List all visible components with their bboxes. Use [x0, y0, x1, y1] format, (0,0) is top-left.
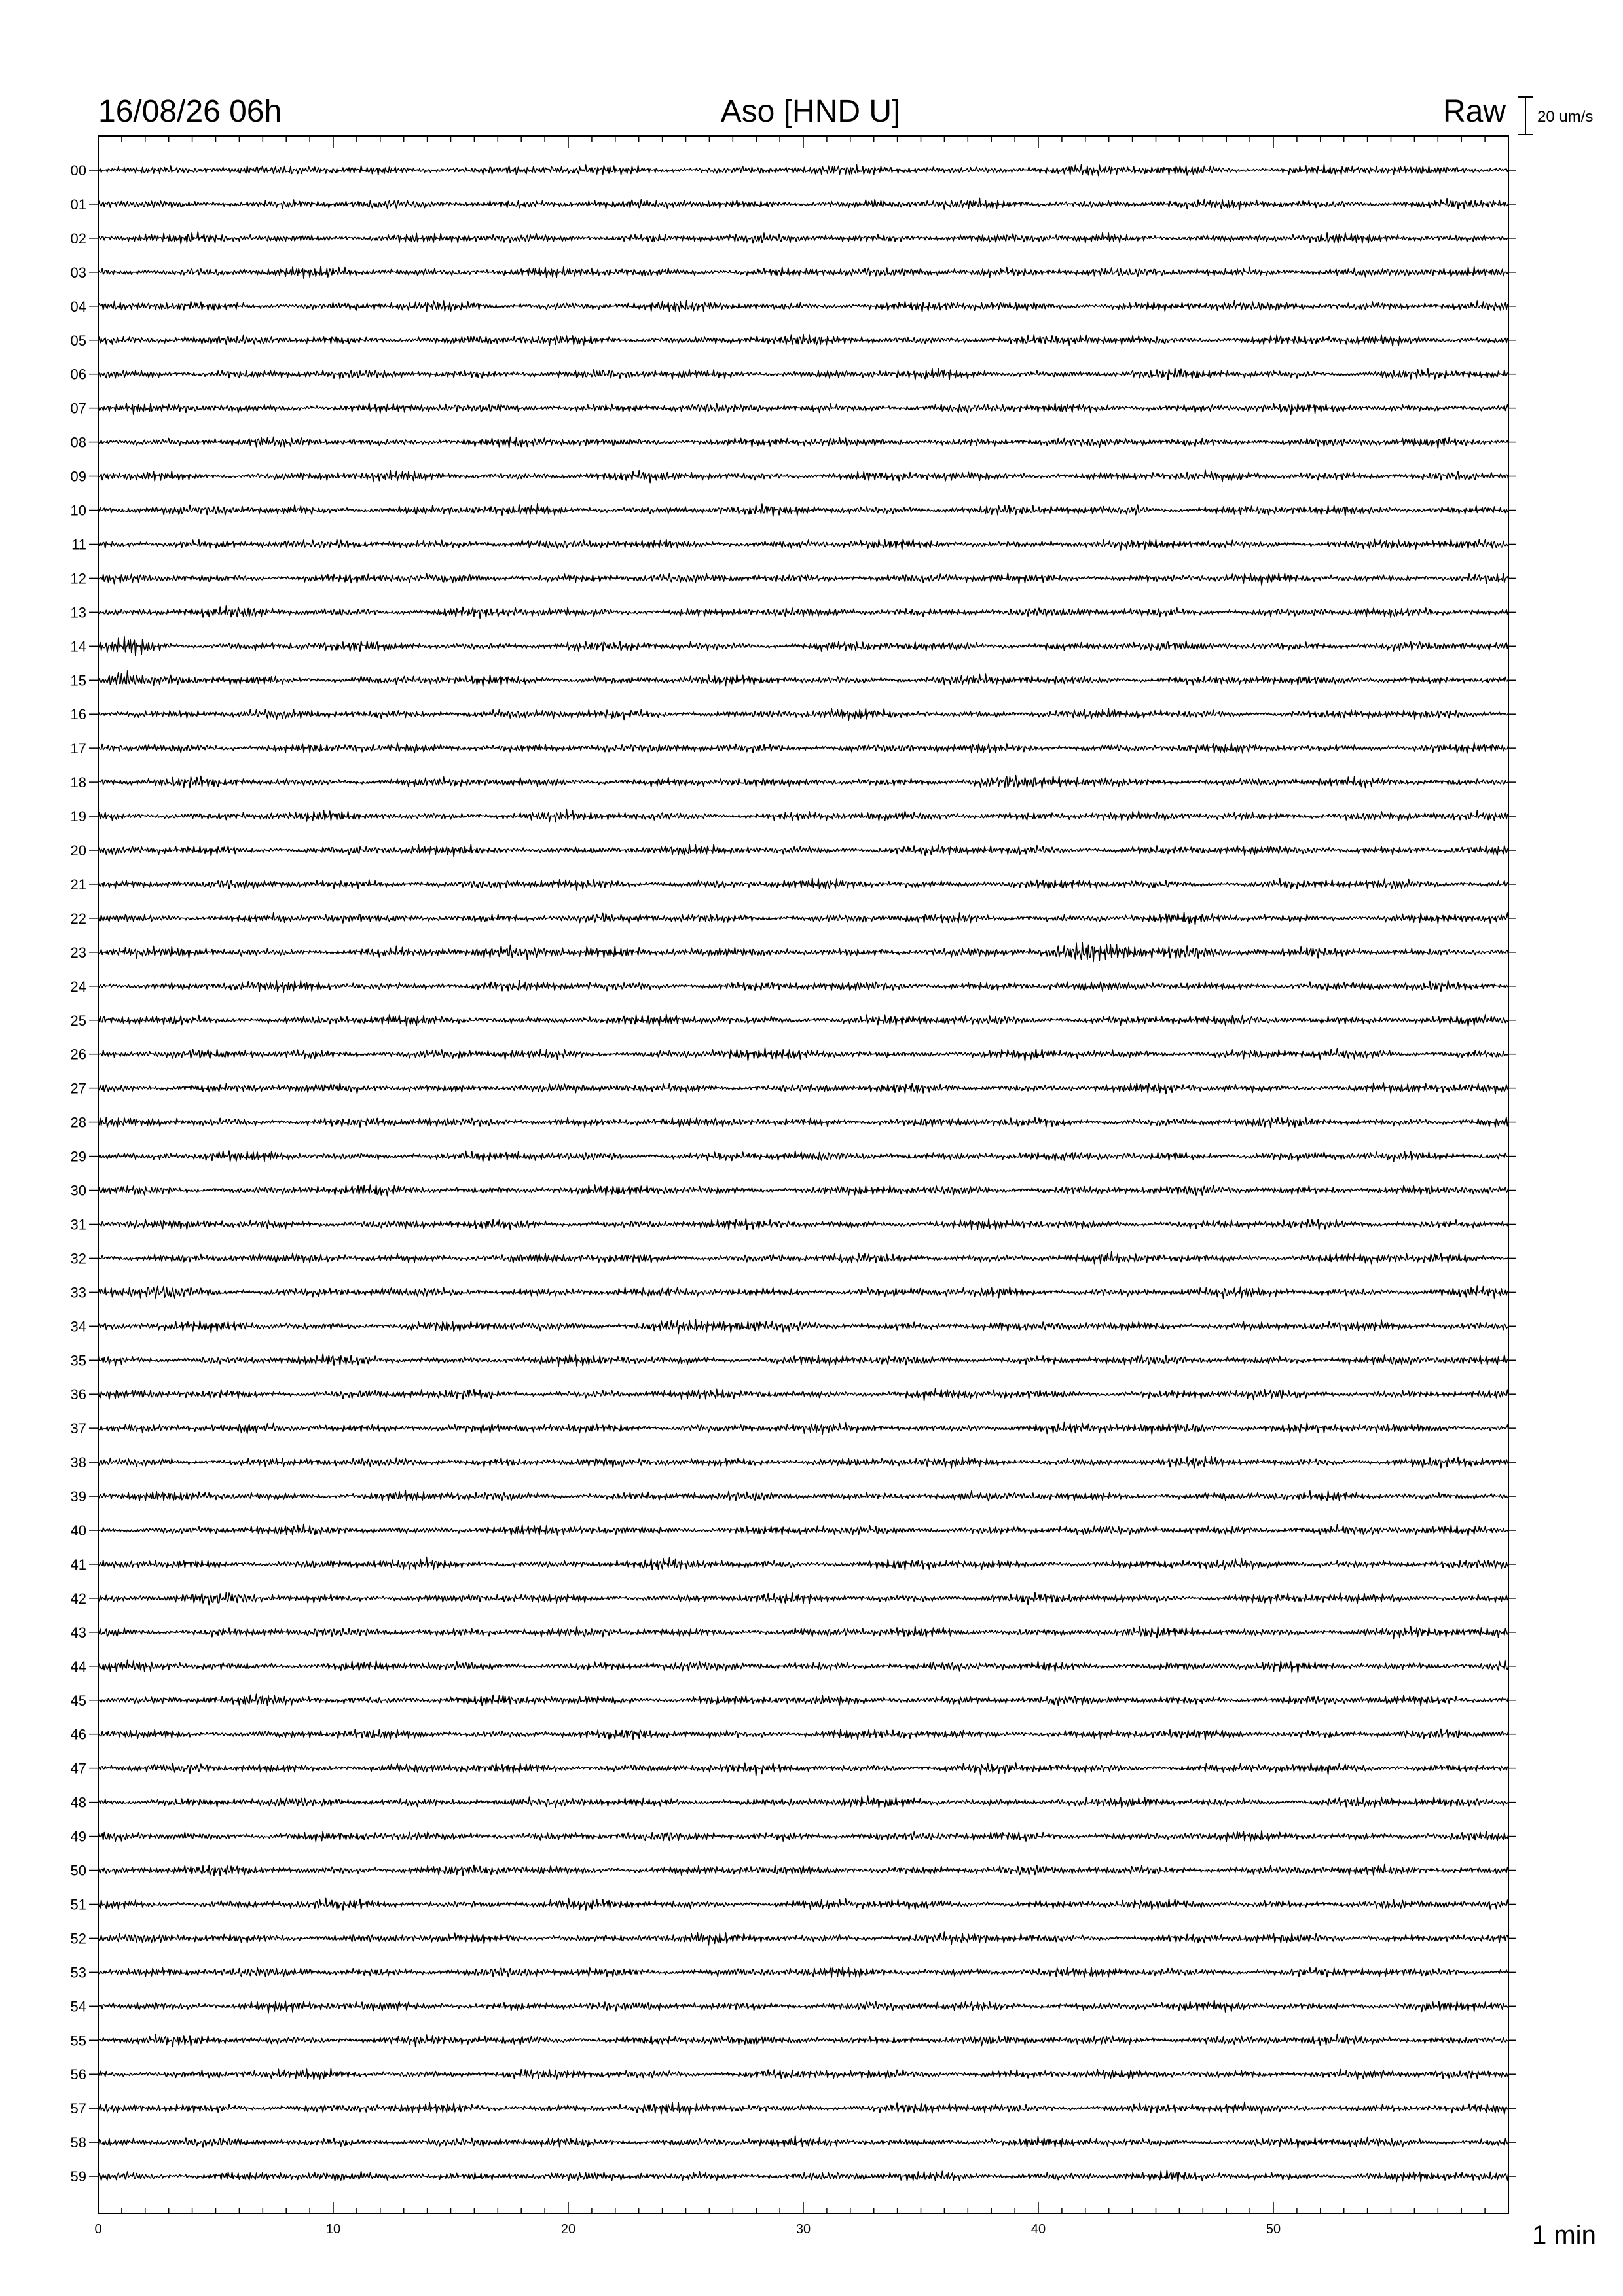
trace-row	[71, 2168, 1516, 2185]
trace-row	[71, 1183, 1516, 1199]
trace-line	[98, 844, 1508, 857]
trace-row	[71, 604, 1516, 620]
row-label: 11	[71, 536, 86, 553]
trace-row	[71, 1352, 1516, 1369]
row-label: 12	[70, 570, 86, 587]
trace-line	[98, 1763, 1508, 1775]
trace-line	[98, 403, 1508, 414]
row-label: 54	[70, 1998, 86, 2015]
x-tick-label: 20	[560, 2222, 576, 2236]
row-label: 34	[70, 1318, 86, 1335]
row-label: 25	[70, 1012, 86, 1029]
trace-row	[71, 1386, 1516, 1403]
trace-line	[98, 165, 1508, 176]
row-label: 50	[70, 1862, 86, 1879]
row-label: 33	[70, 1284, 86, 1301]
trace-row	[71, 1727, 1516, 1743]
trace-line	[98, 1422, 1508, 1435]
trace-line	[98, 470, 1508, 483]
x-tick-label: 10	[325, 2222, 341, 2236]
row-label: 51	[70, 1896, 86, 1913]
trace-row	[71, 1863, 1516, 1879]
row-label: 44	[70, 1658, 86, 1675]
row-label: 49	[70, 1828, 86, 1845]
trace-row	[71, 1081, 1516, 1097]
trace-line	[98, 912, 1508, 925]
chart-title: Aso [HND U]	[720, 94, 901, 129]
trace-line	[98, 776, 1508, 789]
trace-row	[71, 671, 1516, 689]
trace-row	[71, 876, 1516, 893]
row-label: 41	[70, 1556, 86, 1573]
trace-line	[98, 606, 1508, 618]
x-tick-label: 0	[94, 2222, 102, 2236]
row-label: 03	[70, 264, 86, 281]
row-label: 22	[70, 910, 86, 927]
row-label: 10	[70, 502, 86, 519]
trace-row	[71, 196, 1516, 213]
row-label: 08	[70, 434, 86, 451]
trace-line	[98, 368, 1508, 380]
x-tick-label: 50	[1266, 2222, 1281, 2236]
trace-row	[71, 1013, 1516, 1029]
row-label: 46	[70, 1726, 86, 1743]
trace-line	[98, 539, 1508, 550]
trace-row	[71, 1659, 1516, 1675]
trace-line	[98, 1151, 1508, 1162]
trace-row	[71, 740, 1516, 757]
trace-line	[98, 573, 1508, 585]
trace-line	[98, 1319, 1508, 1333]
row-label: 23	[70, 944, 86, 961]
trace-row	[71, 1250, 1516, 1266]
trace-line	[98, 943, 1508, 962]
row-label: 19	[70, 808, 86, 825]
trace-row	[71, 230, 1516, 247]
trace-row	[71, 1896, 1516, 1912]
trace-line	[98, 1117, 1508, 1128]
row-label: 09	[70, 468, 86, 485]
row-label: 56	[70, 2066, 86, 2083]
trace-row	[71, 503, 1516, 519]
trace-line	[98, 708, 1508, 720]
row-label: 43	[70, 1624, 86, 1641]
row-label: 16	[70, 706, 86, 723]
trace-row	[71, 1624, 1516, 1641]
trace-row	[71, 706, 1516, 723]
row-label: 13	[70, 604, 86, 621]
trace-row	[71, 1115, 1516, 1131]
trace-row	[71, 2032, 1516, 2049]
trace-line	[98, 198, 1508, 209]
trace-row	[71, 1454, 1516, 1471]
row-label: 28	[70, 1114, 86, 1131]
trace-line	[98, 1967, 1508, 1978]
trace-line	[98, 2170, 1508, 2181]
trace-line	[98, 1592, 1508, 1605]
trace-line	[98, 980, 1508, 993]
row-label: 21	[70, 876, 86, 893]
row-label: 24	[70, 978, 86, 995]
trace-line	[98, 1865, 1508, 1876]
trace-line	[98, 1831, 1508, 1842]
trace-line	[98, 504, 1508, 516]
trace-line	[98, 334, 1508, 346]
trace-row	[71, 1998, 1516, 2015]
trace-row	[71, 1693, 1516, 1709]
trace-row	[71, 1488, 1516, 1505]
row-label: 59	[70, 2168, 86, 2185]
trace-row	[71, 1829, 1516, 1845]
trace-row	[71, 1795, 1516, 1811]
row-label: 53	[70, 1964, 86, 1981]
trace-line	[98, 1456, 1508, 1468]
trace-row	[71, 332, 1516, 349]
trace-line	[98, 1185, 1508, 1196]
row-label: 06	[70, 366, 86, 383]
trace-row	[71, 910, 1516, 927]
trace-row	[71, 401, 1516, 417]
x-tick-label: 40	[1030, 2222, 1046, 2236]
trace-line	[98, 1048, 1508, 1061]
trace-line	[98, 1491, 1508, 1501]
row-label: 20	[70, 842, 86, 859]
row-label: 31	[70, 1216, 86, 1233]
trace-line	[98, 1558, 1508, 1570]
row-label: 42	[70, 1590, 86, 1607]
row-label: 04	[70, 298, 86, 315]
trace-line	[98, 1014, 1508, 1026]
row-label: 52	[70, 1930, 86, 1947]
row-label: 40	[70, 1522, 86, 1539]
trace-line	[98, 1219, 1508, 1230]
row-label: 57	[70, 2100, 86, 2117]
trace-row	[71, 1761, 1516, 1777]
row-label: 32	[70, 1250, 86, 1267]
row-label: 30	[70, 1182, 86, 1199]
row-label: 26	[70, 1046, 86, 1063]
chart-mode: Raw	[1442, 94, 1506, 129]
trace-row	[71, 1930, 1516, 1946]
chart-datetime: 16/08/26 06h	[98, 94, 282, 129]
trace-line	[98, 671, 1508, 686]
trace-row	[71, 808, 1516, 825]
amplitude-scale-bar	[1518, 97, 1533, 135]
trace-row	[71, 1590, 1516, 1607]
row-label: 35	[70, 1352, 86, 1369]
trace-row	[71, 435, 1516, 451]
row-label: 38	[70, 1454, 86, 1471]
trace-line	[98, 1898, 1508, 1910]
trace-line	[98, 1729, 1508, 1739]
trace-line	[98, 1796, 1508, 1808]
trace-line	[98, 2102, 1508, 2115]
trace-row	[71, 943, 1516, 962]
trace-line	[98, 743, 1508, 753]
trace-row	[71, 978, 1516, 995]
trace-row	[71, 264, 1516, 281]
row-label: 47	[70, 1760, 86, 1777]
trace-line	[98, 1389, 1508, 1401]
row-label: 00	[70, 162, 86, 179]
trace-line	[98, 2034, 1508, 2047]
row-label: 37	[70, 1420, 86, 1437]
row-label: 17	[70, 740, 86, 757]
trace-line	[98, 2068, 1508, 2079]
trace-row	[71, 842, 1516, 859]
trace-row	[71, 1556, 1516, 1573]
trace-row	[71, 1284, 1516, 1300]
trace-line	[98, 1354, 1508, 1366]
trace-line	[98, 232, 1508, 244]
trace-line	[98, 2136, 1508, 2148]
row-label: 45	[70, 1692, 86, 1709]
trace-line	[98, 878, 1508, 891]
trace-line	[98, 437, 1508, 448]
trace-row	[71, 1964, 1516, 1981]
row-label: 07	[70, 400, 86, 417]
trace-line	[98, 1083, 1508, 1094]
trace-line	[98, 2000, 1508, 2013]
trace-line	[98, 1626, 1508, 1639]
x-tick-label: 30	[795, 2222, 811, 2236]
amplitude-scale-label: 20 um/s	[1537, 108, 1594, 126]
row-label: 18	[70, 774, 86, 791]
trace-row	[71, 1420, 1516, 1437]
trace-line	[98, 1286, 1508, 1299]
row-label: 36	[70, 1386, 86, 1403]
trace-line	[98, 637, 1508, 656]
row-label: 39	[70, 1488, 86, 1505]
row-label: 01	[70, 196, 86, 213]
row-label: 15	[70, 672, 86, 689]
row-label: 58	[70, 2134, 86, 2151]
row-label: 48	[70, 1794, 86, 1811]
row-label: 27	[70, 1080, 86, 1097]
trace-row	[71, 570, 1516, 586]
x-tick-labels	[94, 2222, 1281, 2236]
trace-row	[71, 2100, 1516, 2117]
trace-row	[71, 1047, 1516, 1063]
row-label: 14	[70, 638, 86, 655]
row-label: 02	[70, 230, 86, 247]
trace-row	[71, 536, 1516, 552]
trace-row	[71, 1318, 1516, 1335]
trace-row	[71, 162, 1516, 179]
trace-row	[71, 2066, 1516, 2083]
row-label: 55	[70, 2032, 86, 2049]
trace-row	[71, 774, 1516, 791]
trace-line	[98, 1932, 1508, 1945]
trace-row	[71, 2134, 1516, 2151]
trace-row	[71, 1216, 1516, 1232]
trace-line	[98, 1660, 1508, 1672]
trace-row	[71, 367, 1516, 383]
trace-row	[71, 1522, 1516, 1539]
row-label: 05	[70, 332, 86, 349]
row-label: 29	[70, 1148, 86, 1165]
trace-rows	[71, 162, 1516, 2185]
x-unit-label: 1 min	[1532, 2221, 1596, 2250]
trace-line	[98, 301, 1508, 312]
trace-line	[98, 1251, 1508, 1264]
trace-line	[98, 1524, 1508, 1536]
trace-line	[98, 810, 1508, 822]
trace-row	[71, 1149, 1516, 1165]
trace-line	[98, 1694, 1508, 1706]
trace-row	[71, 298, 1516, 315]
trace-row	[71, 637, 1516, 656]
trace-line	[98, 266, 1508, 278]
trace-row	[71, 469, 1516, 485]
